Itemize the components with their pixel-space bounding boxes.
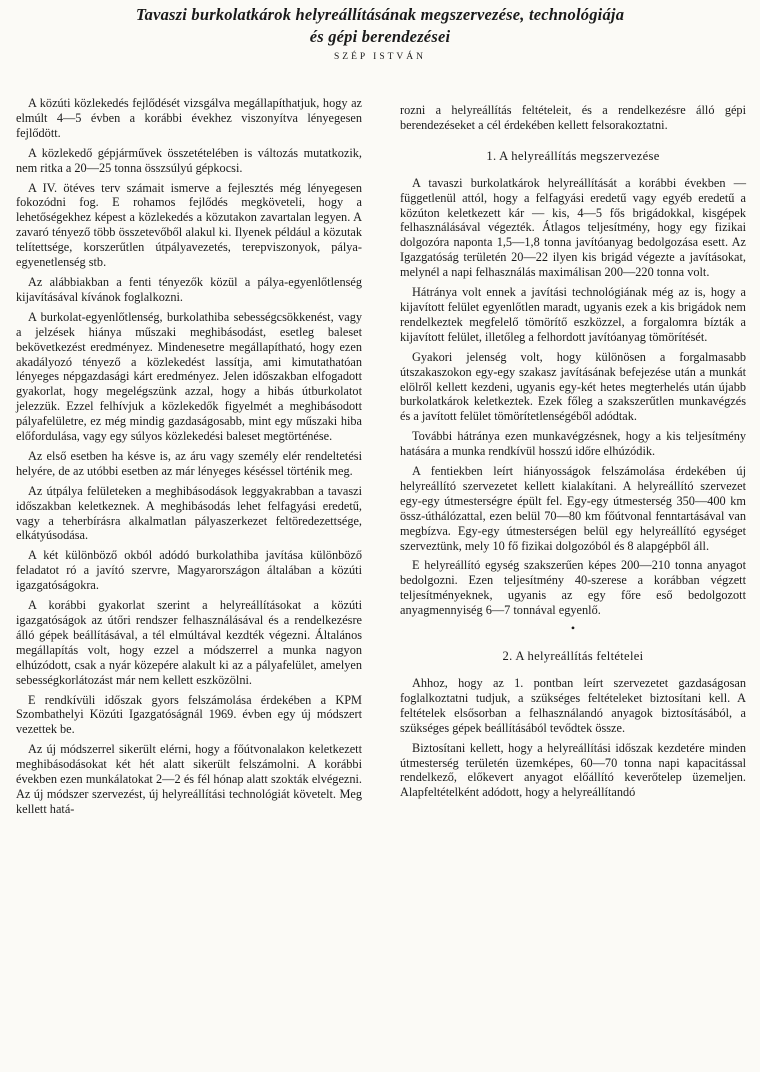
left-column: [16, 96, 362, 822]
bullet-dot: •: [570, 621, 576, 636]
paragraph: A IV. ötéves terv számait ismerve a fejlesztés még lényegesen fokozódni fog. E rohamos fejlődés megköveteli, hogy a lehetőségekhez képest a közlekedés a közutakon zavartalan legyen. A zavaró tényező több összetevőből alakul ki. Ilyenek például a közutak telítettsége, korszerűtlen útpályavezetés, terepviszonyok, pálya-egyenetlenség stb.: [16, 180, 362, 270]
paragraph: Gyakori jelenség volt, hogy különösen a forgalmasabb útszakaszokon egy-egy szakasz javításának befejezése után a munkát elölről kellett kezdeni, ugyanis egy-két hetes megterhelés után újabb burkolatkárok keletkeztek. Ezek főleg a szakszerűtlen munkavégzés és a javított felület tömörítetlenségéből adódtak.: [400, 349, 746, 424]
author-name: SZÉP ISTVÁN: [333, 52, 427, 62]
paragraph: Hátránya volt ennek a javítási technológiának még az is, hogy a kijavított felület egyenlőtlen maradt, ugyanis ezek a kis brigádok nem rendelkeztek megfelelő tömörítő eszközzel, a forgalomra bízták a kijavított felület, illetőleg a felhordott javítóanyag tömörítését.: [400, 285, 746, 344]
paragraph: Az első esetben ha késve is, az áru vagy személy elér rendeltetési helyére, de az utóbbi esetben az már lényeges késéssel történik meg.: [16, 448, 362, 478]
paragraph: A két különböző okból adódó burkolathiba javítása különböző feladatot ró a javító szervre, Magyarországon általában a közúti igazgatóságokra.: [16, 548, 362, 593]
paragraph: E helyreállító egység szakszerűen képes 200—210 tonna anyagot bedolgozni. Ezen teljesítmény 40-szerese a korábban végzett teljesítményeknek, ugyanis az egy főre eső bedolgozott anyagmennyiség 6—7 tonnával egyenlő.: [400, 558, 746, 618]
paragraph: Ahhoz, hogy az 1. pontban leírt szervezetet gazdaságosan foglalkoztatni tudjuk, a szükséges feltételeket biztosítani kell. A feltételek elsősorban a felhasználandó anyagok biztosításából, a szükséges gépek beállításából tevődtek össze.: [400, 676, 746, 735]
paragraph: A tavaszi burkolatkárok helyreállítását a korábbi években — függetlenül attól, hogy a felfagyási eredetű vagy egyéb eredetű a közúton keletkezett kár — kis, 4—5 fős brigádokkal, kisgépek felhasználásával végezték. Átlagos teljesítmény, hogy egy fizikai dolgozóra naponta 1,5—1,8 tonna javítóanyag bedolgozása esett. Az Igazgatóság területén 20—22 ilyen kis brigád végezte a javításokat, melynél a napi felhasználás maximálisan 200—220 tonna volt.: [400, 175, 746, 280]
right-column: [400, 103, 746, 805]
paragraph: E rendkívüli időszak gyors felszámolása érdekében a KPM Szombathelyi Közúti Igazgatóságnál 1969. évben egy új módszert vezettek be.: [16, 692, 362, 737]
section-1-heading: 1. A helyreállítás megszervezése: [486, 148, 660, 163]
article-title: [0, 4, 760, 48]
title-line-2: és gépi berendezései: [309, 27, 451, 46]
title-line-1: Tavaszi burkolatkárok helyreállításának megszervezése, technológiája: [135, 5, 625, 24]
paragraph: A közúti közlekedés fejlődését vizsgálva megállapíthatjuk, hogy az elmúlt 4—5 évben a korábbi évekhez viszonyítva lényegesen fejlődött.: [16, 96, 362, 140]
paragraph: A korábbi gyakorlat szerint a helyreállításokat a közúti igazgatóságok az útőri rendszer felhasználásával és a rendelkezésre álló gépek beállításával, a tél elmúltával kezdték végezni. Általános megállapítás volt, hogy ezzel a módszerrel a munka nagyon elhúzódott, csak a nyár közepére alakult ki az a pályafelület, amelyen sebességkorlátozást már nem kellett eszközölni.: [16, 598, 362, 687]
section-2-heading: 2. A helyreállítás feltételei: [502, 649, 644, 664]
paragraph: A közlekedő gépjárművek összetételében is változás mutatkozik, nem ritka a 20—25 tonna összsúlyú gépkocsi.: [16, 145, 362, 175]
paragraph: A burkolat-egyenlőtlenség, burkolathiba sebességcsökkenést, vagy a jelzések hiánya műszaki meghibásodást, esetleg baleset bekövetkezést eredményez. Mindenesetre megállapítható, hogy ezen akadályozó tényező a közlekedést lassítja, ami kimutathatóan lényeges népgazdasági kárt eredményez. Jelen időszakban elfogadott gyakorlat, hogy megelégszünk azzal, hogy a hibás útburkolatot jelezzük. Ezzel felhívjuk a közlekedők figyelmét a meghibásodott pályafelületre, ez még mindig gazdaságosabb, mint egy műszaki hiba előfordulása, vagy egy súlyos közlekedési baleset megtörténése.: [16, 309, 362, 444]
paragraph: Az alábbiakban a fenti tényezők közül a pálya-egyenlőtlenség kijavításával kívánok foglalkozni.: [16, 274, 362, 304]
paragraph-continuation: rozni a helyreállítás feltételeit, és a rendelkezésre álló gépi berendezéseket a cél érdekében kellett felsorakoztatni.: [400, 103, 746, 132]
paragraph: Az új módszerrel sikerült elérni, hogy a főútvonalakon keletkezett meghibásodásokat két hét alatt sikerült felszámolni. A korábbi években ezen munkálatokat 2—2 és fél hónap alatt szokták elvégezni. Az új módszer szervezést, új helyreállítási technológiát követelt. Meg kellett hatá-: [16, 742, 362, 816]
paragraph: Biztosítani kellett, hogy a helyreállítási időszak kezdetére minden útmesterség területén üzemképes, 60—70 tonna napi kapacitással rendelkező, előkevert anyagot előállító keverőtelep üzemeljen. Alapfeltételként adódott, hogy a helyreállítandó: [400, 740, 746, 800]
paragraph: Az útpálya felületeken a meghibásodások leggyakrabban a tavaszi időszakban keletkeznek. A meghibásodás lehet felfagyási eredetű, vagy a teherbírásra alkalmatlan pályaszerkezet feltöredezettsége, elkátyúsodása.: [16, 483, 362, 543]
paragraph: A fentiekben leírt hiányosságok felszámolása érdekében új helyreállító szervezetet kellett kialakítani. A helyreállító szervezet egy-egy útmesterségre épült fel. Egy-egy útmesterség 350—400 km össz-úthálózattal, ezen belül 70—80 km főútvonal fenntartásával van megbízva. Egy-egy útmesterségen belül egy helyreállító egységet szerveztünk, mely 10 fő fizikai dolgozóból és 8 alapgépből áll.: [400, 464, 746, 553]
paragraph: További hátránya ezen munkavégzésnek, hogy a kis teljesítmény hatására a munka rendkívül hosszú időre elhúzódik.: [400, 429, 746, 459]
